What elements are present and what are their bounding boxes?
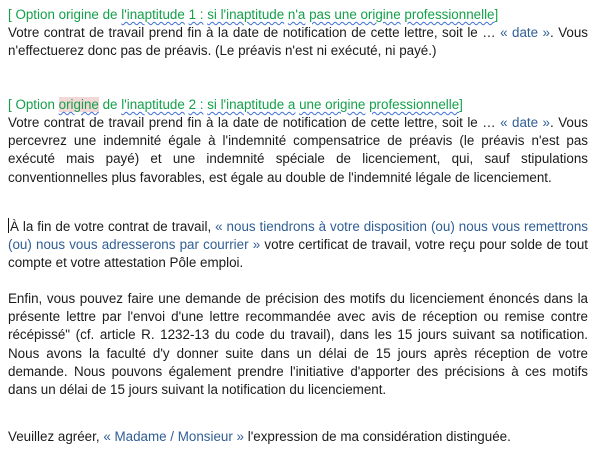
option-1-paragraph[interactable]: Votre contrat de travail prend fin à la date de notification de cette lettre, soit le … « date ». Vous n'effectuerez donc pas de préavis. (Le préavis n'est ni exécuté, ni payé.) bbox=[8, 25, 588, 59]
date-placeholder: « date » bbox=[500, 25, 551, 40]
option-1-heading bbox=[8, 6, 588, 24]
delivery-choice-placeholder: « nous tiendrons à votre disposition (ou) nous vous remettrons (ou) nous vous adresserons par courrier » bbox=[8, 219, 588, 253]
contract-end-paragraph[interactable]: À la fin de votre contrat de travail, « nous tiendrons à votre disposition (ou) nous vous remettrons (ou) nous vous adresserons par courrier » votre certificat de travail, votre reçu pour solde de tout compte et votre attestation Pôle emploi. bbox=[8, 219, 588, 271]
option-2-heading bbox=[8, 96, 588, 114]
text-cursor bbox=[8, 218, 9, 233]
closing-paragraph[interactable]: Veuillez agréer, « Madame / Monsieur » l'expression de ma considération distinguée. bbox=[8, 429, 511, 444]
option-1-label: [ Option origine de l'inaptitude 1 : si l'inaptitude n'a pas une origine professionnelle] bbox=[8, 7, 499, 22]
option-2-label: [ Option origine de l'inaptitude 2 : si l'inaptitude a une origine professionnelle] bbox=[8, 97, 463, 112]
salutation-placeholder: « Madame / Monsieur » bbox=[103, 429, 244, 444]
precision-request-paragraph[interactable]: Enfin, vous pouvez faire une demande de précision des motifs du licenciement énoncés dans la présente lettre par l'envoi d'une lettre recommandée avec avis de réception ou remise contre récépissé" (cf. article R. 1232-13 du code du travail), dans les 15 jours suivant sa notification. Nous avons la faculté d'y donner suite dans un délai de 15 jours après réception de votre demande. Nous pouvons également prendre l'initiative d'apporter des précisions à ces motifs dans un délai de 15 jours suivant la notification du licenciement. bbox=[8, 291, 588, 398]
date-placeholder: « date » bbox=[500, 115, 551, 130]
option-2-paragraph[interactable]: Votre contrat de travail prend fin à la date de notification de cette lettre, soit le … « date ». Vous percevrez une indemnité égale à l'indemnité compensatrice de préavis (le préavis n'est pas exécuté mais payé) et une indemnité spéciale de licenciement, qui, sauf stipulations conventionnelles plus favorables, est égale au double de l'indemnité légale de licenciement. bbox=[8, 115, 588, 185]
